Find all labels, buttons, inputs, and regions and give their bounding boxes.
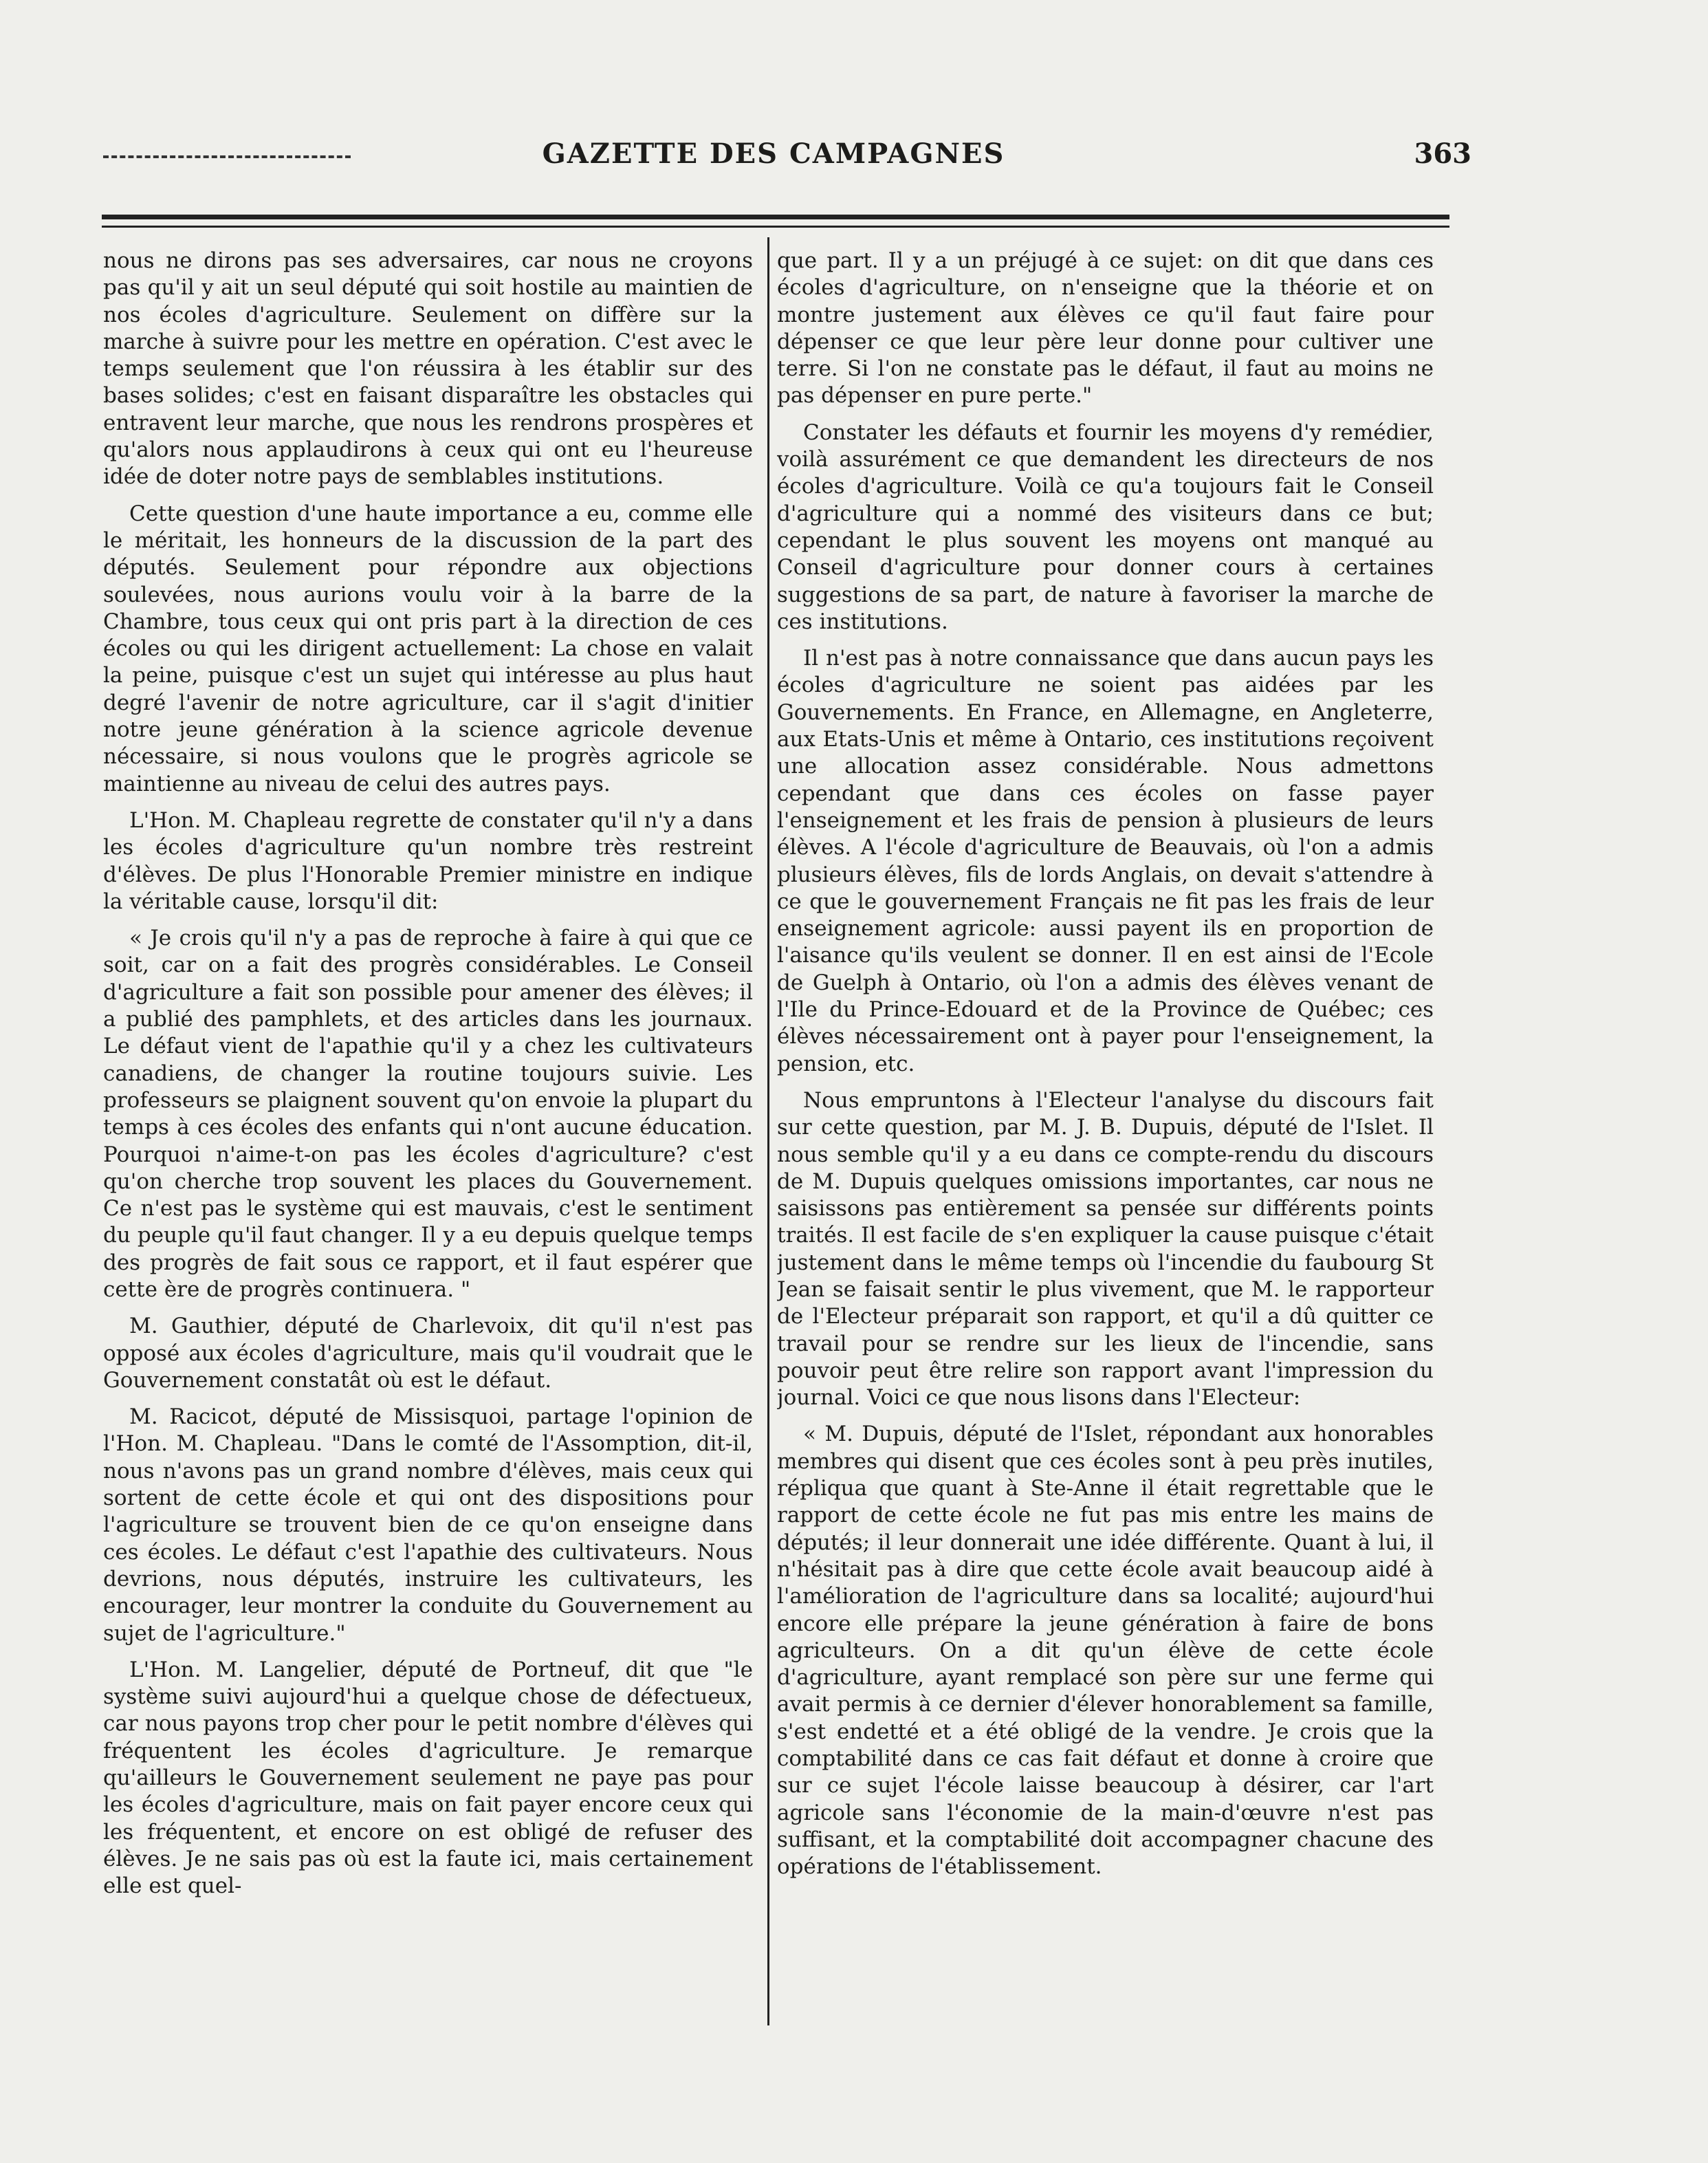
paragraph: nous ne dirons pas ses adversaires, car nous ne croyons pas qu'il y ait un seul député qui soit hostile au maintien de nos écoles d'agriculture. Seulement on diffère sur la marche à suivre pour les mettre en opération. C'est avec le temps seulement que l'on réussira à les établir sur des bases solides; c'est en faisant disparaître les obstacles qui entravent leur marche, que nous les rendrons prospères et qu'alors nous applaudirons à ceux qui ont eu l'heureuse idée de doter notre pays de semblables institutions.	[103, 248, 753, 490]
paragraph: L'Hon. M. Langelier, député de Portneuf, dit que "le système suivi aujourd'hui a quelque chose de défectueux, car nous payons trop cher pour le petit nombre d'élèves qui fréquentent les écoles d'agriculture. Je remarque qu'ailleurs le Gouvernement seulement ne paye pas pour les écoles d'agriculture, mais on fait payer encore ceux qui les fréquentent, et encore on est obligé de refuser des élèves. Je ne sais pas où est la faute ici, mais certainement elle est quel-	[103, 1657, 753, 1899]
paragraph: Il n'est pas à notre connaissance que dans aucun pays les écoles d'agriculture ne soient pas aidées par les Gouvernements. En France, en Allemagne, en Angleterre, aux Etats-Unis et même à Ontario, ces institutions reçoivent une allocation assez considérable. Nous admettons cependant que dans ces écoles on fasse payer l'enseignement et les frais de pension à plusieurs de leurs élèves. A l'école d'agriculture de Beauvais, où l'on a admis plusieurs élèves, fils de lords Anglais, on devait s'attendre à ce que le gouvernement Français ne fit pas les frais de leur enseignement agricole: aussi payent ils en proportion de l'aisance qu'ils veulent se donner. Il en est ainsi de l'Ecole de Guelph à Ontario, où l'on a admis des élèves venant de l'Ile du Prince-Edouard et de la Province de Québec; ces élèves nécessairement ont à payer pour l'enseignement, la pension, etc.	[777, 646, 1434, 1076]
paragraph: M. Gauthier, député de Charlevoix, dit qu'il n'est pas opposé aux écoles d'agriculture, mais qu'il voudrait que le Gouvernement constatât où est le défaut.	[103, 1314, 753, 1393]
header-rule	[102, 215, 1449, 219]
paragraph: que part. Il y a un préjugé à ce sujet: on dit que dans ces écoles d'agriculture, on n'enseigne que la théorie et on montre justement aux élèves ce qu'il faut faire pour dépenser ce que leur père leur donne pour cultiver une terre. Si l'on ne constate pas le défaut, il faut au moins ne pas dépenser en pure perte."	[777, 248, 1434, 409]
page-number: 363	[1414, 138, 1471, 170]
paragraph: M. Racicot, député de Missisquoi, partage l'opinion de l'Hon. M. Chapleau. "Dans le comté de l'Assomption, dit-il, nous n'avons pas un grand nombre d'élèves, mais ceux qui sortent de cette école et qui ont des dispositions pour l'agriculture se trouvent bien de ce qu'on enseigne dans ces écoles. Le défaut c'est l'apathie des cultivateurs. Nous devrions, nous députés, instruire les cultivateurs, les encourager, leur montrer la conduite du Gouvernement au sujet de l'agriculture."	[103, 1404, 753, 1646]
quotation: « Je crois qu'il n'y a pas de reproche à faire à qui que ce soit, car on a fait des progrès considérables. Le Conseil d'agriculture a fait son possible pour amener des élèves; il a publié des pamphlets, et des articles dans les journaux. Le défaut vient de l'apathie qu'il y a chez les cultivateurs canadiens, de changer la routine toujours suivie. Les professeurs se plaignent souvent qu'on envoie la plupart du temps à ces écoles des enfants qui n'ont aucune éducation. Pourquoi n'aime-t-on pas les écoles d'agriculture? c'est qu'on cherche trop souvent les places du Gouvernement. Ce n'est pas le système qui est mauvais, c'est le sentiment du peuple qu'il faut changer. Il y a eu depuis quelque temps des progrès de fait sous ce rapport, et il faut espérer que cette ère de progrès continuera. "	[103, 926, 753, 1302]
quotation: « M. Dupuis, député de l'Islet, répondant aux honorables membres qui disent que ces écoles sont à peu près inutiles, répliqua que quant à Ste-Anne il était regrettable que le rapport de cette école ne fut pas mis entre les mains de députés; il leur donnerait une idée différente. Quant à lui, il n'hésitait pas à dire que cette école avait beaucoup aidé à l'amélioration de l'agriculture dans sa localité; aujourd'hui encore elle prépare la jeune génération à faire de bons agriculteurs. On a dit qu'un élève de cette école d'agriculture, ayant remplacé son père sur une ferme qui avait permis à ce dernier d'élever honorablement sa famille, s'est endetté et a été obligé de la vendre. Je crois que la comptabilité dans ce cas fait défaut et donne à croire que sur ce sujet l'école laisse beaucoup à désirer, car l'art agricole sans l'économie de la main-d'œuvre n'est pas suffisant, et la comptabilité doit accompagner chacune des opérations de l'établissement.	[777, 1422, 1434, 1880]
paragraph: Constater les défauts et fournir les moyens d'y remédier, voilà assurément ce que demandent les directeurs de nos écoles d'agriculture. Voilà ce qu'a toujours fait le Conseil d'agriculture qui a nommé des visiteurs dans ce but; cependant le plus souvent les moyens ont manqué au Conseil d'agriculture pour donner cours à certaines suggestions de sa part, de nature à favoriser la marche de ces institutions.	[777, 420, 1434, 634]
paragraph: Cette question d'une haute importance a eu, comme elle le méritait, les honneurs de la discussion de la part des députés. Seulement pour répondre aux objections soulevées, nous aurions voulu voir à la barre de la Chambre, tous ceux qui ont pris part à la direction de ces écoles ou qui les dirigent actuellement: La chose en valait la peine, puisque c'est un sujet qui intéresse au plus haut degré l'avenir de notre agriculture, car il s'agit d'initier notre jeune génération à la science agricole devenue nécessaire, si nous voulons que le progrès agricole se maintienne au niveau de celui des autres pays.	[103, 501, 753, 796]
left-column	[103, 248, 753, 2029]
right-column	[777, 248, 1434, 2029]
header-rule-thin	[102, 226, 1449, 228]
publication-title: GAZETTE DES CAMPAGNES	[542, 138, 1005, 170]
paragraph: Nous empruntons à l'Electeur l'analyse du discours fait sur cette question, par M. J. B. Dupuis, député de l'Islet. Il nous semble qu'il y a eu dans ce compte-rendu du discours de M. Dupuis quelques omissions importantes, car nous ne saisissons pas entièrement sa pensée sur différents points traités. Il est facile de s'en expliquer la cause puisque c'était justement dans le même temps où l'incendie du faubourg St Jean se faisait sentir le plus vivement, que M. le rapporteur de l'Electeur préparait son rapport, et qu'il a dû quitter ce travail pour se rendre sur les lieux de l'incendie, sans pouvoir peut être relire son rapport avant l'impression du journal. Voici ce que nous lisons dans l'Electeur:	[777, 1087, 1434, 1411]
page-header	[103, 138, 1471, 186]
paragraph: L'Hon. M. Chapleau regrette de constater qu'il n'y a dans les écoles d'agriculture qu'un nombre très restreint d'élèves. De plus l'Honorable Premier ministre en indique la véritable cause, lorsqu'il dit:	[103, 807, 753, 914]
column-divider	[767, 237, 769, 2025]
